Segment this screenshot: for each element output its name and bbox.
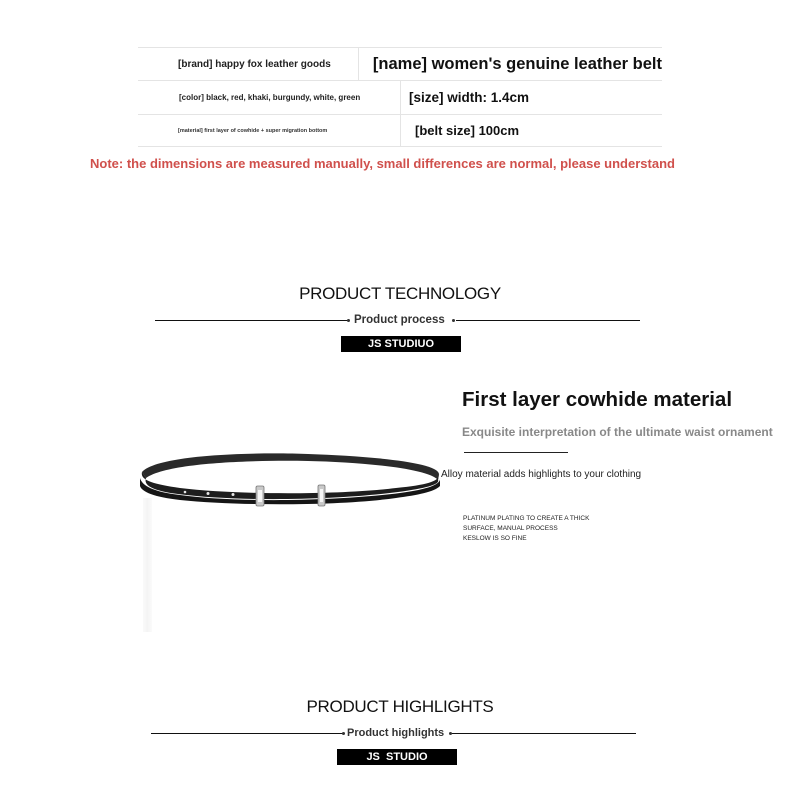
color-value: [color] black, red, khaki, burgundy, white, green <box>179 93 361 102</box>
spec-cell <box>138 81 401 114</box>
width-value: [size] width: 1.4cm <box>409 90 530 105</box>
divider-line-right <box>452 733 636 734</box>
section-subtitle-highlights: Product highlights <box>347 727 445 739</box>
plating-line: PLATINUM PLATING TO CREATE A THICK <box>463 515 590 522</box>
brand-value: [brand] happy fox leather goods <box>178 58 331 70</box>
alloy-caption: Alloy material adds highlights to your clothing <box>441 469 642 480</box>
spec-cell <box>401 81 662 114</box>
measurement-note: Note: the dimensions are measured manually, small differences are normal, please understand <box>90 156 675 171</box>
plating-line: SURFACE, MANUAL PROCESS <box>463 525 558 532</box>
section-subtitle-process: Product process <box>354 314 445 326</box>
feature-divider <box>464 452 568 453</box>
belt-image <box>138 448 443 513</box>
divider-dot <box>347 319 350 322</box>
feature-title: First layer cowhide material <box>462 388 733 411</box>
spec-cell <box>359 48 662 80</box>
plating-line: KESLOW IS SO FINE <box>463 535 527 542</box>
spec-table <box>138 47 662 147</box>
spec-row-color-size <box>138 80 662 114</box>
spec-cell <box>138 115 401 146</box>
belt-reflection <box>143 498 152 632</box>
material-value: [material] first layer of cowhide + super migration bottom <box>178 127 328 134</box>
plating-description <box>463 514 589 544</box>
product-name-value: [name] women's genuine leather belt <box>372 54 662 73</box>
studio-badge: JS STUDIUO <box>341 336 461 352</box>
divider-line-right <box>456 320 640 321</box>
section-title-highlights: PRODUCT HIGHLIGHTS <box>306 697 494 716</box>
divider-dot <box>342 732 345 735</box>
feature-subtitle: Exquisite interpretation of the ultimate waist ornament <box>462 425 773 439</box>
spec-row-brand-name <box>138 47 662 80</box>
divider-line-left <box>151 733 343 734</box>
spec-cell <box>138 48 359 80</box>
studio-badge: JS STUDIO <box>337 749 457 765</box>
divider-dot <box>452 319 455 322</box>
divider-line-left <box>155 320 348 321</box>
spec-row-material-beltsize <box>138 114 662 147</box>
belt-size-value: [belt size] 100cm <box>415 123 520 138</box>
spec-cell <box>401 115 662 146</box>
section-title-technology: PRODUCT TECHNOLOGY <box>299 284 501 303</box>
black-leather-belt-icon <box>138 448 443 513</box>
